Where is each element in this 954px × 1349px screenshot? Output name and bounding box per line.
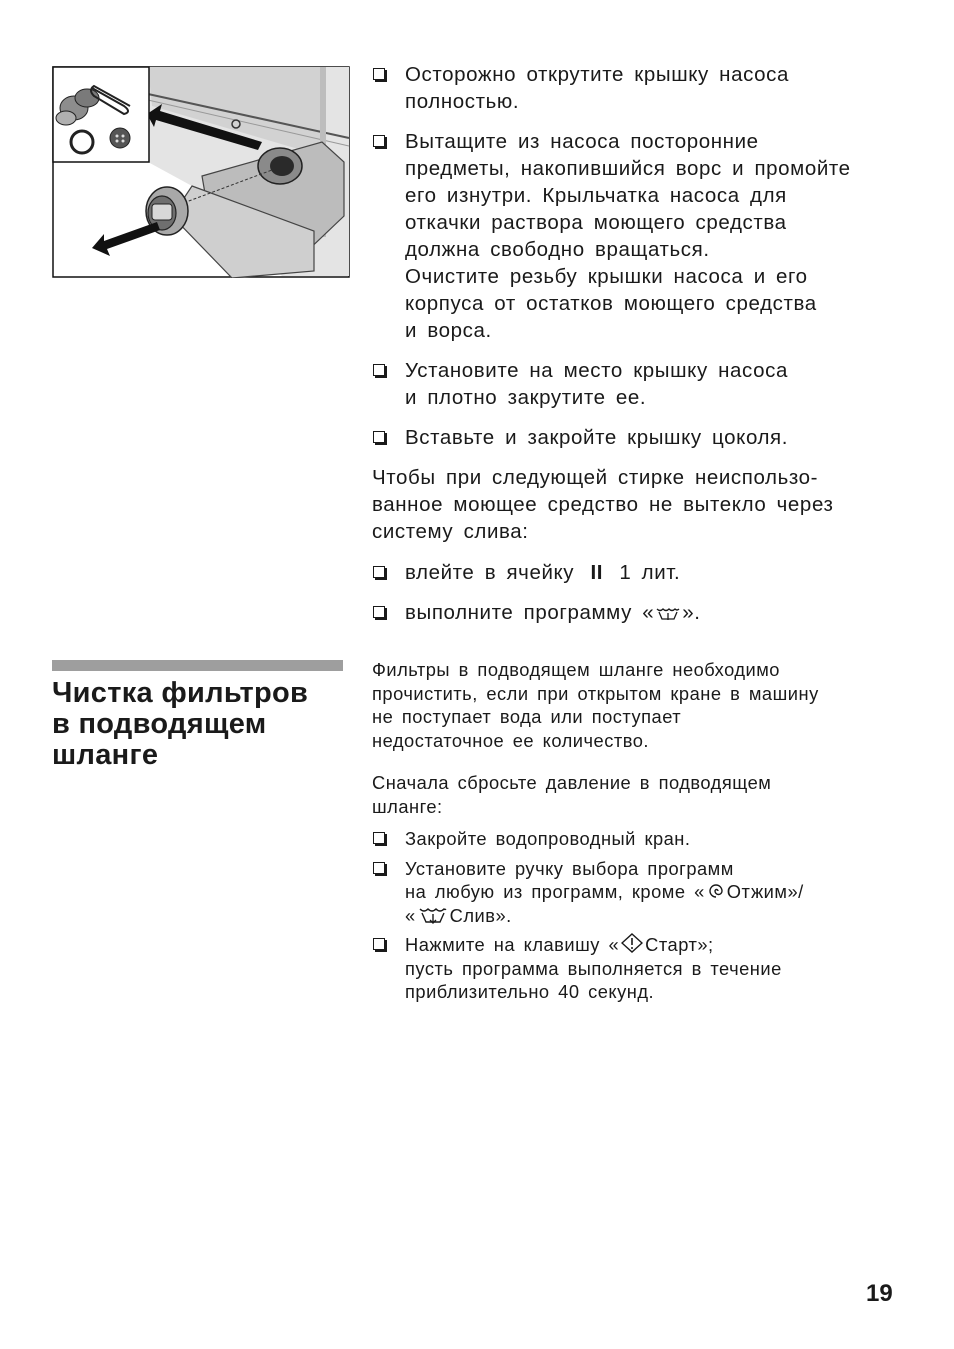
checkbox-bullet-icon <box>373 566 385 578</box>
pressure-steps-list <box>372 827 902 1004</box>
checkbox-bullet-icon <box>373 606 385 618</box>
list-item: Вытащите из насоса посторонние предметы, накопившийся ворс и промойте его изнутри. Крыльчатка насоса для откачки раствора моющего средства должна свободно вращаться. Очистите резьбу крышки насоса и его корпуса от остатков моющего средства и ворса. <box>372 128 902 344</box>
compartment-label: II <box>590 561 604 584</box>
checkbox-bullet-icon <box>373 431 385 443</box>
list-item: выполните программу « ». <box>372 599 902 626</box>
list-item: Нажмите на клавишу « Старт»; пусть программа выполняется в течение приблизительно 40 секунд. <box>372 933 902 1004</box>
filter-intro-paragraph: Фильтры в подводящем шланге необходимо прочистить, если при открытом кране в машину не поступает вода или поступает недостаточное ее количество. <box>372 659 819 751</box>
page-number: 19 <box>866 1280 893 1307</box>
list-item: влейте в ячейку II 1 лит. <box>372 559 902 586</box>
checkbox-bullet-icon <box>373 862 385 874</box>
list-item: Вставьте и закройте крышку цоколя. <box>372 424 902 451</box>
section-title: Чистка фильтров в подводящем шланге <box>52 677 309 771</box>
checkbox-bullet-icon <box>373 832 385 844</box>
drain-icon <box>656 607 680 621</box>
spin-icon <box>707 882 725 900</box>
pump-cleaning-illustration <box>52 66 350 278</box>
start-icon <box>621 933 643 953</box>
checkbox-bullet-icon <box>373 135 385 147</box>
list-item: Осторожно открутите крышку насоса полностью. <box>372 61 902 115</box>
list-item: Закройте водопроводный кран. <box>372 827 902 851</box>
pump-steps-list <box>372 61 902 451</box>
drain-steps-list <box>372 559 902 626</box>
checkbox-bullet-icon <box>373 938 385 950</box>
checkbox-bullet-icon <box>373 68 385 80</box>
list-item: Установите ручку выбора программ на любую из программ, кроме « Отжим»/ « Слив». <box>372 857 902 928</box>
pump-cleaning-illustration <box>52 66 350 278</box>
checkbox-bullet-icon <box>373 364 385 376</box>
section-divider <box>52 660 343 671</box>
pressure-paragraph: Сначала сбросьте давление в подводящем шланге: <box>372 772 772 817</box>
list-item: Установите на место крышку насоса и плотно закрутите ее. <box>372 357 902 411</box>
drain-icon <box>418 906 448 924</box>
detergent-note-paragraph: Чтобы при следующей стирке неиспользо- ванное моющее средство не вытекло через систему слива: <box>372 466 834 543</box>
